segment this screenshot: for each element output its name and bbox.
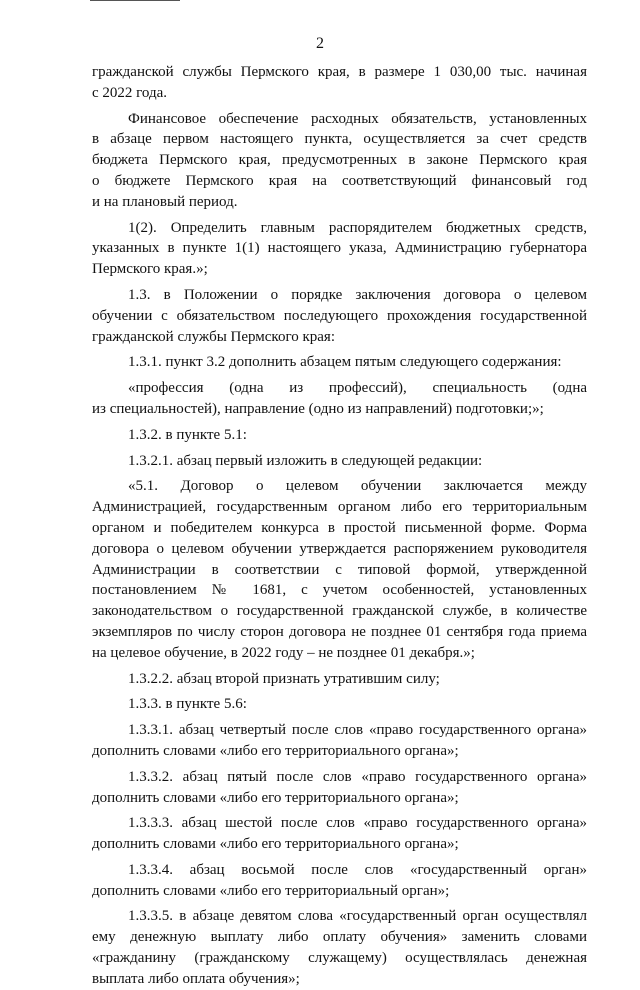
text-line: из специальностей), направление (одно из направлений) подготовки;»; <box>92 400 544 417</box>
text-line: 1.3.2.1. абзац первый изложить в следующей редакции: <box>128 452 483 469</box>
text-line: дополнить словами «либо его территориальный орган»; <box>92 882 450 899</box>
scan-top-mark <box>90 0 180 4</box>
text-line: 1(2). Определить главным распорядителем бюджетных средств, <box>128 219 587 236</box>
text-line: о бюджете Пермского края на соответствующий финансовый год <box>92 172 587 189</box>
text-line: ему денежную выплату либо оплату обучения» заменить словами <box>92 929 587 946</box>
text-line: гражданской службы Пермского края: <box>92 328 336 345</box>
text-line: органом и победителем конкурса в простой письменной форме. Форма <box>92 519 587 536</box>
text-line: постановлением № 1681, с учетом особенностей, установленных <box>92 582 587 599</box>
text-line: экземпляров по числу сторон договора не позднее 01 сентября года приема <box>92 623 587 640</box>
text-line: «5.1. Договор о целевом обучении заключается между <box>128 478 587 495</box>
text-line: 1.3.2.2. абзац второй признать утратившим силу; <box>128 670 440 687</box>
text-line: 1.3.3.5. в абзаце девятом слова «государственный орган осуществлял <box>128 908 587 925</box>
text-line: и на плановый период. <box>92 193 238 210</box>
text-line: дополнить словами «либо его территориального органа»; <box>92 836 459 853</box>
document-body <box>92 62 587 990</box>
text-line: 1.3.1. пункт 3.2 дополнить абзацем пятым следующего содержания: <box>128 354 562 371</box>
text-line: указанных в пункте 1(1) настоящего указа, Администрацию губернатора <box>92 240 587 257</box>
text-line: Финансовое обеспечение расходных обязательств, установленных <box>128 110 587 127</box>
text-line: 1.3.3.1. абзац четвертый после слов «право государственного органа» <box>128 722 587 739</box>
text-line: дополнить словами «либо его территориального органа»; <box>92 742 459 759</box>
text-line: бюджета Пермского края, предусмотренных в законе Пермского края <box>92 152 587 169</box>
text-line: обучении с обязательством последующего прохождения государственной <box>92 307 587 324</box>
text-line: на целевое обучение, в 2022 году – не позднее 01 декабря.»; <box>92 644 475 661</box>
text-line: «гражданину (гражданскому служащему) осуществлялась денежная <box>92 950 587 967</box>
text-line: Администрации в соответствии с типовой формой, утвержденной <box>92 561 587 578</box>
text-line: 1.3.3.3. абзац шестой после слов «право государственного органа» <box>128 815 587 832</box>
text-line: гражданской службы Пермского края, в размере 1 030,00 тыс. начиная <box>92 64 587 80</box>
text-line: 1.3. в Положении о порядке заключения договора о целевом <box>128 286 587 303</box>
text-line: 1.3.2. в пункте 5.1: <box>128 426 247 443</box>
text-line: с 2022 года. <box>92 84 168 101</box>
text-line: 1.3.3.2. абзац пятый после слов «право государственного органа» <box>128 768 587 785</box>
text-line: Администрацией, государственным органом либо его территориальным <box>92 499 587 516</box>
text-line: договора о целевом обучении утверждается распоряжением руководителя <box>92 540 587 557</box>
text-line: законодательством о государственной гражданской службе, в количестве <box>92 603 587 620</box>
text-line: Пермского края.»; <box>92 261 208 278</box>
text-line: выплата либо оплата обучения»; <box>92 970 300 987</box>
text-line: в абзаце первом настоящего пункта, осуществляется за счет средств <box>92 131 587 148</box>
page-number: 2 <box>316 35 324 52</box>
text-line: «профессия (одна из профессий), специальность (одна <box>128 380 587 397</box>
text-line: 1.3.3. в пункте 5.6: <box>128 696 247 713</box>
text-line: 1.3.3.4. абзац восьмой после слов «государственный орган» <box>128 861 587 878</box>
text-line: дополнить словами «либо его территориального органа»; <box>92 789 459 806</box>
